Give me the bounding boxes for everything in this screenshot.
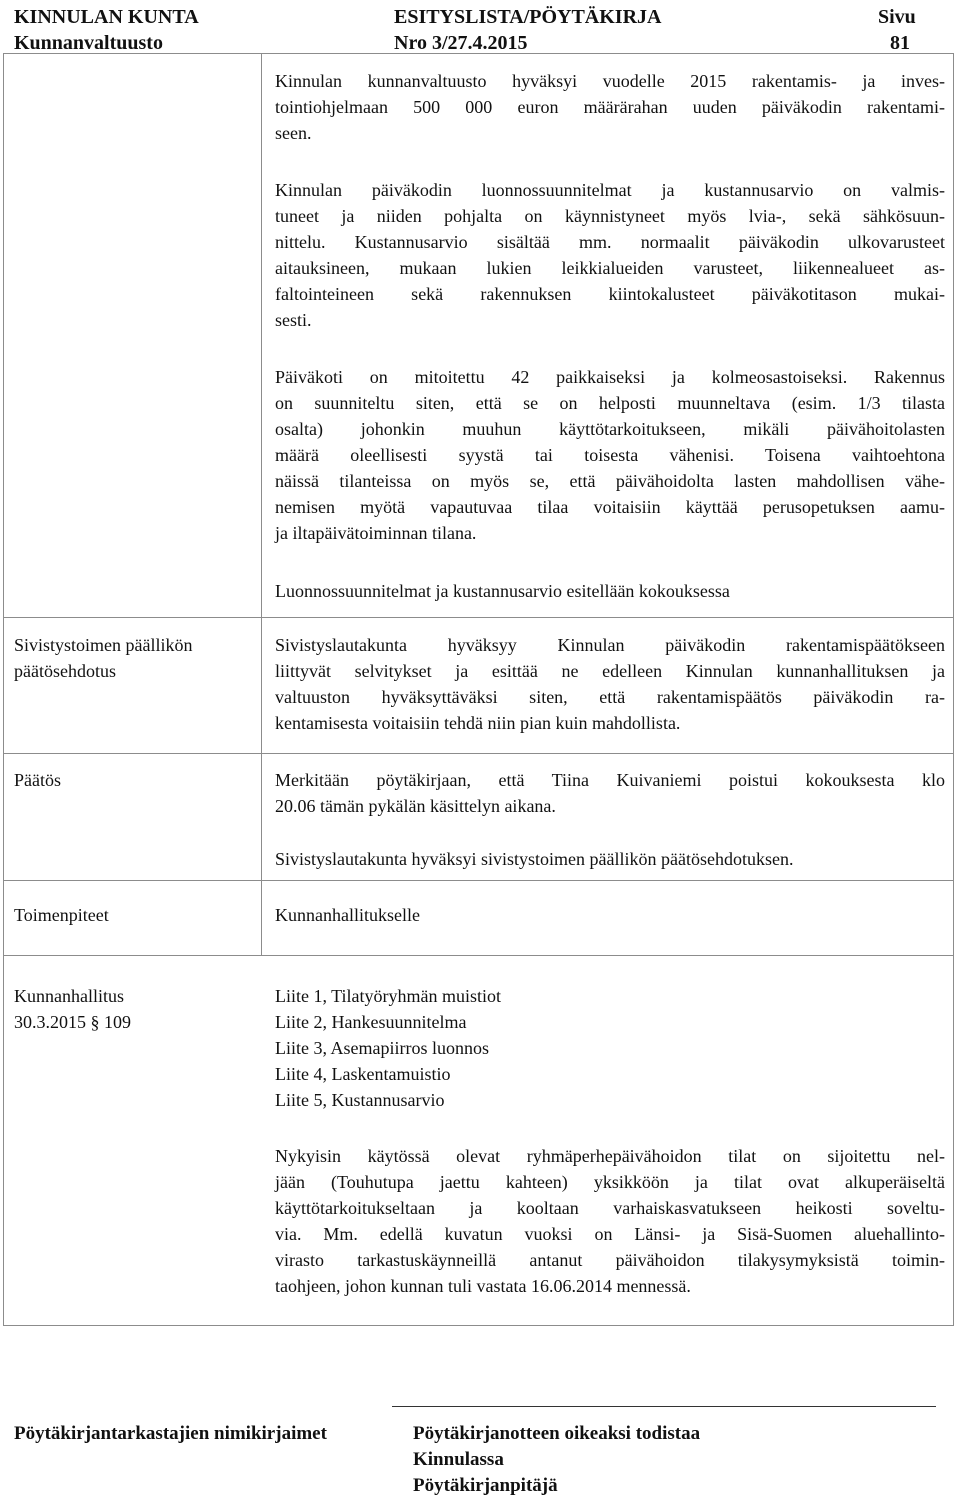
- proposal-label-line: Sivistystoimen päällikön: [14, 635, 193, 655]
- text-line: valtuuston hyväksyttäväksi siten, että rakentamispäätös päiväkodin ra-: [275, 687, 945, 707]
- column-divider-decision: [261, 753, 262, 880]
- decision-text: [275, 767, 945, 819]
- attachment-list: [275, 983, 501, 1113]
- decision-approval: Sivistyslautakunta hyväksyi sivistystoimen päällikön päätösehdotuksen.: [275, 849, 794, 869]
- municipality-name: KINNULAN KUNTA: [14, 6, 199, 28]
- actions-label: Toimenpiteet: [14, 905, 109, 925]
- text-line: 20.06 tämän pykälän käsittelyn aikana.: [275, 796, 556, 816]
- board-text: [275, 1143, 945, 1299]
- attachment-item: Liite 3, Asemapiirros luonnos: [275, 1038, 489, 1058]
- text-line: virasto tarkastuskäynneillä antanut päivähoidon tilakysymyksistä toimin-: [275, 1250, 945, 1270]
- document-type: ESITYSLISTA/PÖYTÄKIRJA: [394, 6, 662, 28]
- attachment-item: Liite 4, Laskentamuistio: [275, 1064, 451, 1084]
- meeting-number: Nro 3/27.4.2015: [394, 32, 528, 54]
- text-line: sesti.: [275, 310, 312, 330]
- text-line: nemisen myötä vapautuvaa tilaa voitaisiin käyttää perusopetuksen aamu-: [275, 497, 945, 517]
- footer-inspectors-initials: Pöytäkirjantarkastajien nimikirjaimet: [14, 1423, 327, 1444]
- text-line: Päiväkoti on mitoitettu 42 paikkaiseksi ja kolmeosastoiseksi. Rakennus: [275, 367, 945, 387]
- text-line: faltointeineen sekä rakennuksen kiintokalusteet päiväkotitason mukai-: [275, 284, 945, 304]
- body-name: Kunnanvaltuusto: [14, 32, 163, 54]
- row-divider-proposal: [3, 617, 954, 618]
- column-divider-proposal: [261, 617, 262, 753]
- attachment-item: Liite 5, Kustannusarvio: [275, 1090, 445, 1110]
- decision-label: Päätös: [14, 770, 61, 790]
- board-label: [14, 983, 254, 1035]
- text-line: aitauksineen, mukaan lukien leikkialueiden varusteet, liikennealueet as-: [275, 258, 945, 278]
- board-label-line: 30.3.2015 § 109: [14, 1012, 131, 1032]
- text-line: taohjeen, johon kunnan tuli vastata 16.06.2014 mennessä.: [275, 1276, 691, 1296]
- signature-line: [392, 1406, 936, 1407]
- text-line: Kinnulan päiväkodin luonnossuunnitelmat ja kustannusarvio on valmis-: [275, 180, 945, 200]
- footer-certification: Pöytäkirjanotteen oikeaksi todistaa: [413, 1423, 701, 1444]
- footer-place: Kinnulassa: [413, 1449, 504, 1470]
- row-divider-board: [3, 955, 954, 956]
- text-line: Merkitään pöytäkirjaan, että Tiina Kuivaniemi poistui kokouksesta klo: [275, 770, 945, 790]
- text-line: on suunniteltu siten, että se on helposti muunneltava (esim. 1/3 tilasta: [275, 393, 945, 413]
- paragraph-dimensioning: [275, 364, 945, 546]
- attachment-item: Liite 1, Tilatyöryhmän muistiot: [275, 986, 502, 1006]
- board-label-line: Kunnanhallitus: [14, 986, 124, 1006]
- text-line: jään (Touhutupa jaettu kahteen) yksikköön ja tilat ovat alkuperäiseltä: [275, 1172, 945, 1192]
- page-label: Sivu: [878, 6, 916, 28]
- text-line: kentamisesta voitaisiin tehdä niin pian kuin mahdollista.: [275, 713, 681, 733]
- attachment-item: Liite 2, Hankesuunnitelma: [275, 1012, 467, 1032]
- text-line: näissä tilanteissa on myös se, että päivähoidolta lasten mahdollisen vähe-: [275, 471, 945, 491]
- text-line: nittelu. Kustannusarvio sisältää mm. normaalit päiväkodin ulkovarusteet: [275, 232, 945, 252]
- column-divider-top: [261, 53, 262, 617]
- proposal-label-line: päätösehdotus: [14, 661, 116, 681]
- paragraph-budget: [275, 68, 945, 146]
- proposal-label: [14, 632, 254, 684]
- paragraph-plans: [275, 177, 945, 333]
- footer-secretary: Pöytäkirjanpitäjä: [413, 1475, 558, 1496]
- row-divider-actions: [3, 880, 954, 881]
- text-line: Nykyisin käytössä olevat ryhmäperhepäivähoidon tilat on sijoitettu nel-: [275, 1146, 945, 1166]
- text-line: määrä oleellisesti syystä tai toisesta vähenisi. Toisena vaihtoehtona: [275, 445, 945, 465]
- actions-value: Kunnanhallitukselle: [275, 905, 420, 925]
- column-divider-actions: [261, 880, 262, 955]
- text-line: via. Mm. edellä kuvatun vuoksi on Länsi- ja Sisä-Suomen aluehallinto-: [275, 1224, 945, 1244]
- proposal-text: [275, 632, 945, 736]
- text-line: osalta) johonkin muuhun käyttötarkoitukseen, mikäli päivähoitolasten: [275, 419, 945, 439]
- text-line: käyttötarkoitukseltaan ja kooltaan varhaiskasvatukseen heikosti soveltu-: [275, 1198, 945, 1218]
- paragraph-presentation: Luonnossuunnitelmat ja kustannusarvio esitellään kokouksessa: [275, 581, 730, 601]
- text-line: liittyvät selvitykset ja esittää ne edelleen Kinnulan kunnanhallituksen ja: [275, 661, 945, 681]
- text-line: Sivistyslautakunta hyväksyy Kinnulan päiväkodin rakentamispäätökseen: [275, 635, 945, 655]
- page-number: 81: [890, 32, 910, 54]
- text-line: tointiohjelmaan 500 000 euron määrärahan uuden päiväkodin rakentami-: [275, 97, 945, 117]
- text-line: seen.: [275, 123, 312, 143]
- text-line: tuneet ja niiden pohjalta on käynnistyneet myös lvia-, sekä sähkösuun-: [275, 206, 945, 226]
- text-line: Kinnulan kunnanvaltuusto hyväksyi vuodelle 2015 rakentamis- ja inves-: [275, 71, 945, 91]
- text-line: ja iltapäivätoiminnan tilana.: [275, 523, 477, 543]
- row-divider-decision: [3, 753, 954, 754]
